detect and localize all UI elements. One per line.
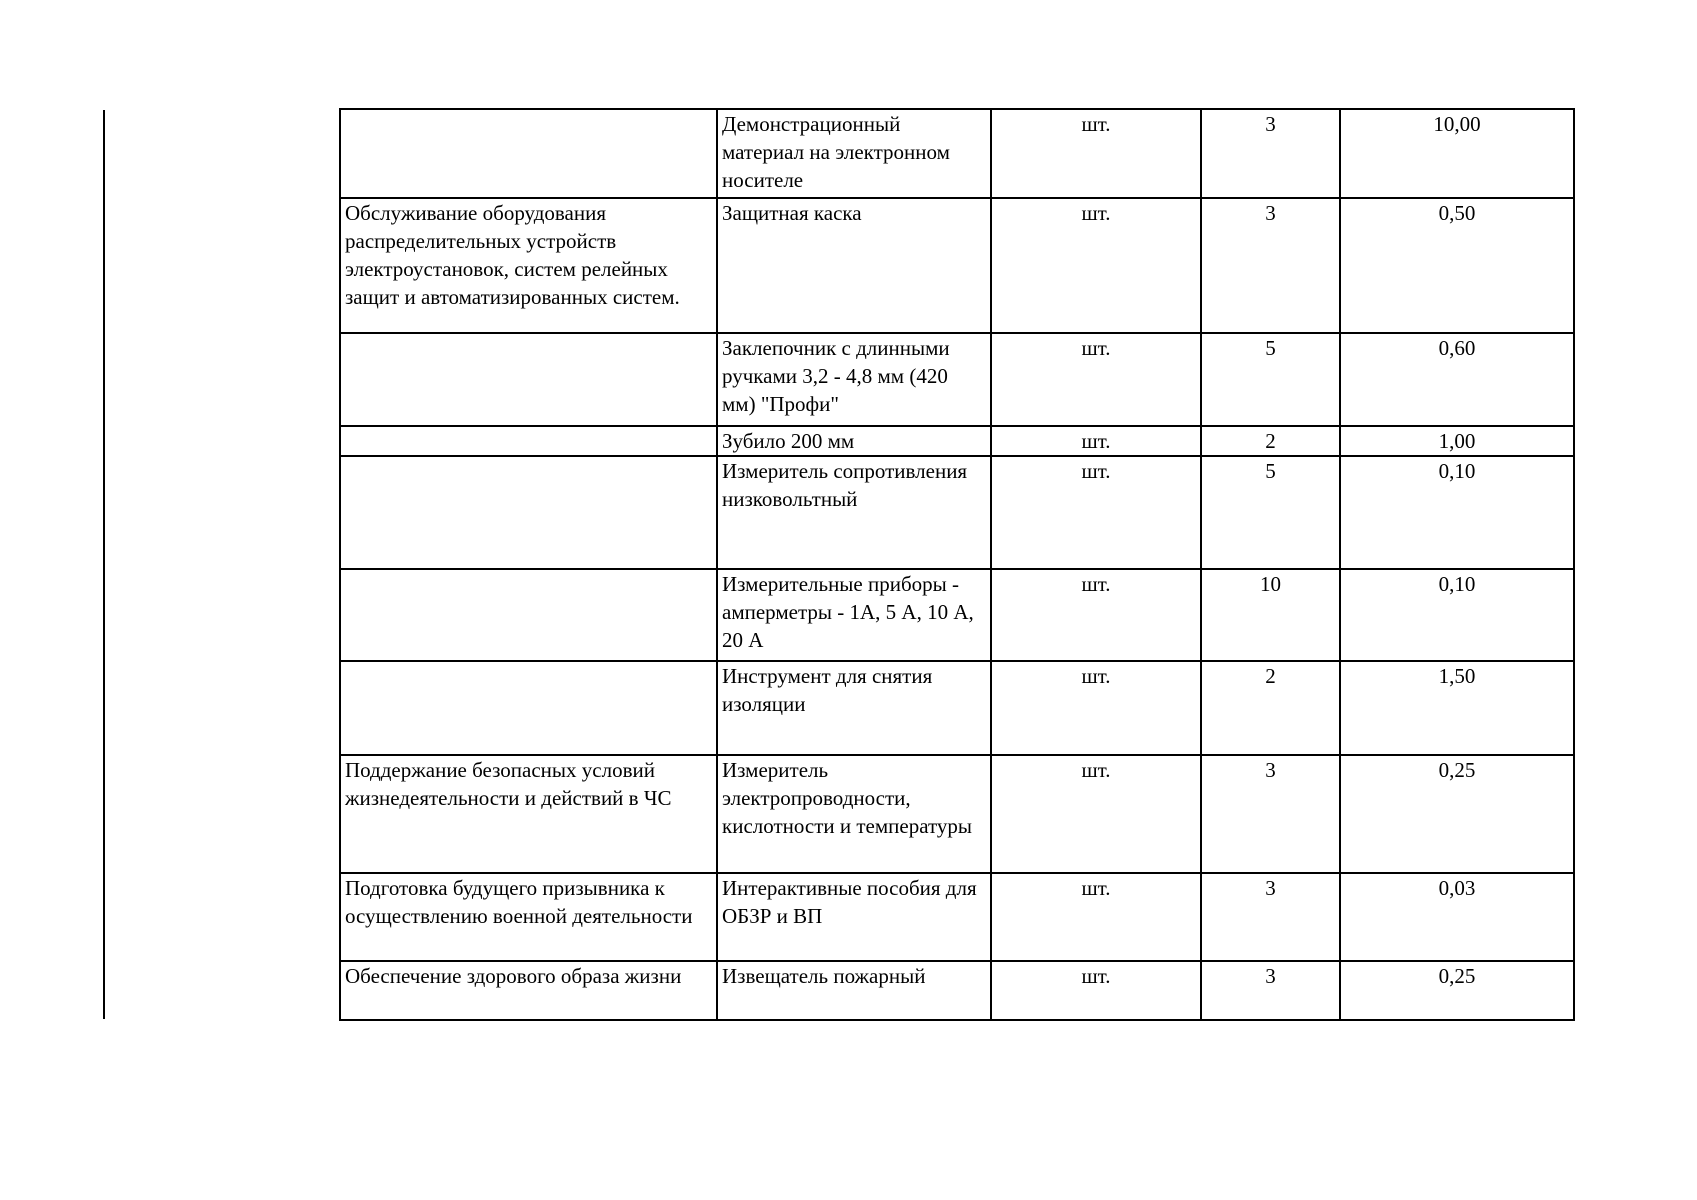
activity-cell: [340, 661, 717, 755]
value-cell: 0,60: [1340, 333, 1574, 426]
value-cell: 0,10: [1340, 569, 1574, 661]
value-cell: 1,00: [1340, 426, 1574, 456]
value-cell: 0,25: [1340, 961, 1574, 1020]
quantity-cell: 2: [1201, 661, 1340, 755]
activity-cell: Поддержание безопасных условий жизнедеятельности и действий в ЧС: [340, 755, 717, 873]
item-name-cell: Инструмент для снятия изоляции: [717, 661, 991, 755]
unit-cell: шт.: [991, 961, 1201, 1020]
unit-cell: шт.: [991, 426, 1201, 456]
activity-cell: [340, 456, 717, 569]
item-name-cell: Демонстрационный материал на электронном носителе: [717, 109, 991, 198]
table-row: [340, 426, 1574, 456]
activity-cell: [340, 109, 717, 198]
unit-cell: шт.: [991, 198, 1201, 333]
value-cell: 0,03: [1340, 873, 1574, 961]
table-row: [340, 569, 1574, 661]
item-name-cell: Зубило 200 мм: [717, 426, 991, 456]
item-name-cell: Защитная каска: [717, 198, 991, 333]
unit-cell: шт.: [991, 755, 1201, 873]
table-row: [340, 873, 1574, 961]
table-row: [340, 333, 1574, 426]
quantity-cell: 3: [1201, 755, 1340, 873]
activity-cell: [340, 333, 717, 426]
item-name-cell: Измеритель сопротивления низковольтный: [717, 456, 991, 569]
table-row: [340, 961, 1574, 1020]
item-name-cell: Измерительные приборы - амперметры - 1А, 5 А, 10 А, 20 А: [717, 569, 991, 661]
activity-cell: Обеспечение здорового образа жизни: [340, 961, 717, 1020]
unit-cell: шт.: [991, 456, 1201, 569]
quantity-cell: 2: [1201, 426, 1340, 456]
unit-cell: шт.: [991, 873, 1201, 961]
unit-cell: шт.: [991, 661, 1201, 755]
quantity-cell: 5: [1201, 456, 1340, 569]
table-row: [340, 661, 1574, 755]
activity-cell: Обслуживание оборудования распределительных устройств электроустановок, систем релейных защит и автоматизированных систем.: [340, 198, 717, 333]
quantity-cell: 3: [1201, 109, 1340, 198]
table-row: [340, 198, 1574, 333]
table-row: [340, 755, 1574, 873]
quantity-cell: 3: [1201, 961, 1340, 1020]
activity-cell: Подготовка будущего призывника к осуществлению военной деятельности: [340, 873, 717, 961]
item-name-cell: Интерактивные пособия для ОБЗР и ВП: [717, 873, 991, 961]
quantity-cell: 5: [1201, 333, 1340, 426]
activity-cell: [340, 426, 717, 456]
unit-cell: шт.: [991, 569, 1201, 661]
unit-cell: шт.: [991, 109, 1201, 198]
quantity-cell: 3: [1201, 198, 1340, 333]
value-cell: 10,00: [1340, 109, 1574, 198]
quantity-cell: 3: [1201, 873, 1340, 961]
table-row: [340, 456, 1574, 569]
item-name-cell: Заклепочник с длинными ручками 3,2 - 4,8 мм (420 мм) "Профи": [717, 333, 991, 426]
value-cell: 1,50: [1340, 661, 1574, 755]
value-cell: 0,50: [1340, 198, 1574, 333]
activity-cell: [340, 569, 717, 661]
value-cell: 0,10: [1340, 456, 1574, 569]
quantity-cell: 10: [1201, 569, 1340, 661]
page-margin-line: [103, 110, 105, 1019]
value-cell: 0,25: [1340, 755, 1574, 873]
item-name-cell: Извещатель пожарный: [717, 961, 991, 1020]
item-name-cell: Измеритель электропроводности, кислотности и температуры: [717, 755, 991, 873]
equipment-table: [339, 108, 1575, 1021]
table-row: [340, 109, 1574, 198]
unit-cell: шт.: [991, 333, 1201, 426]
